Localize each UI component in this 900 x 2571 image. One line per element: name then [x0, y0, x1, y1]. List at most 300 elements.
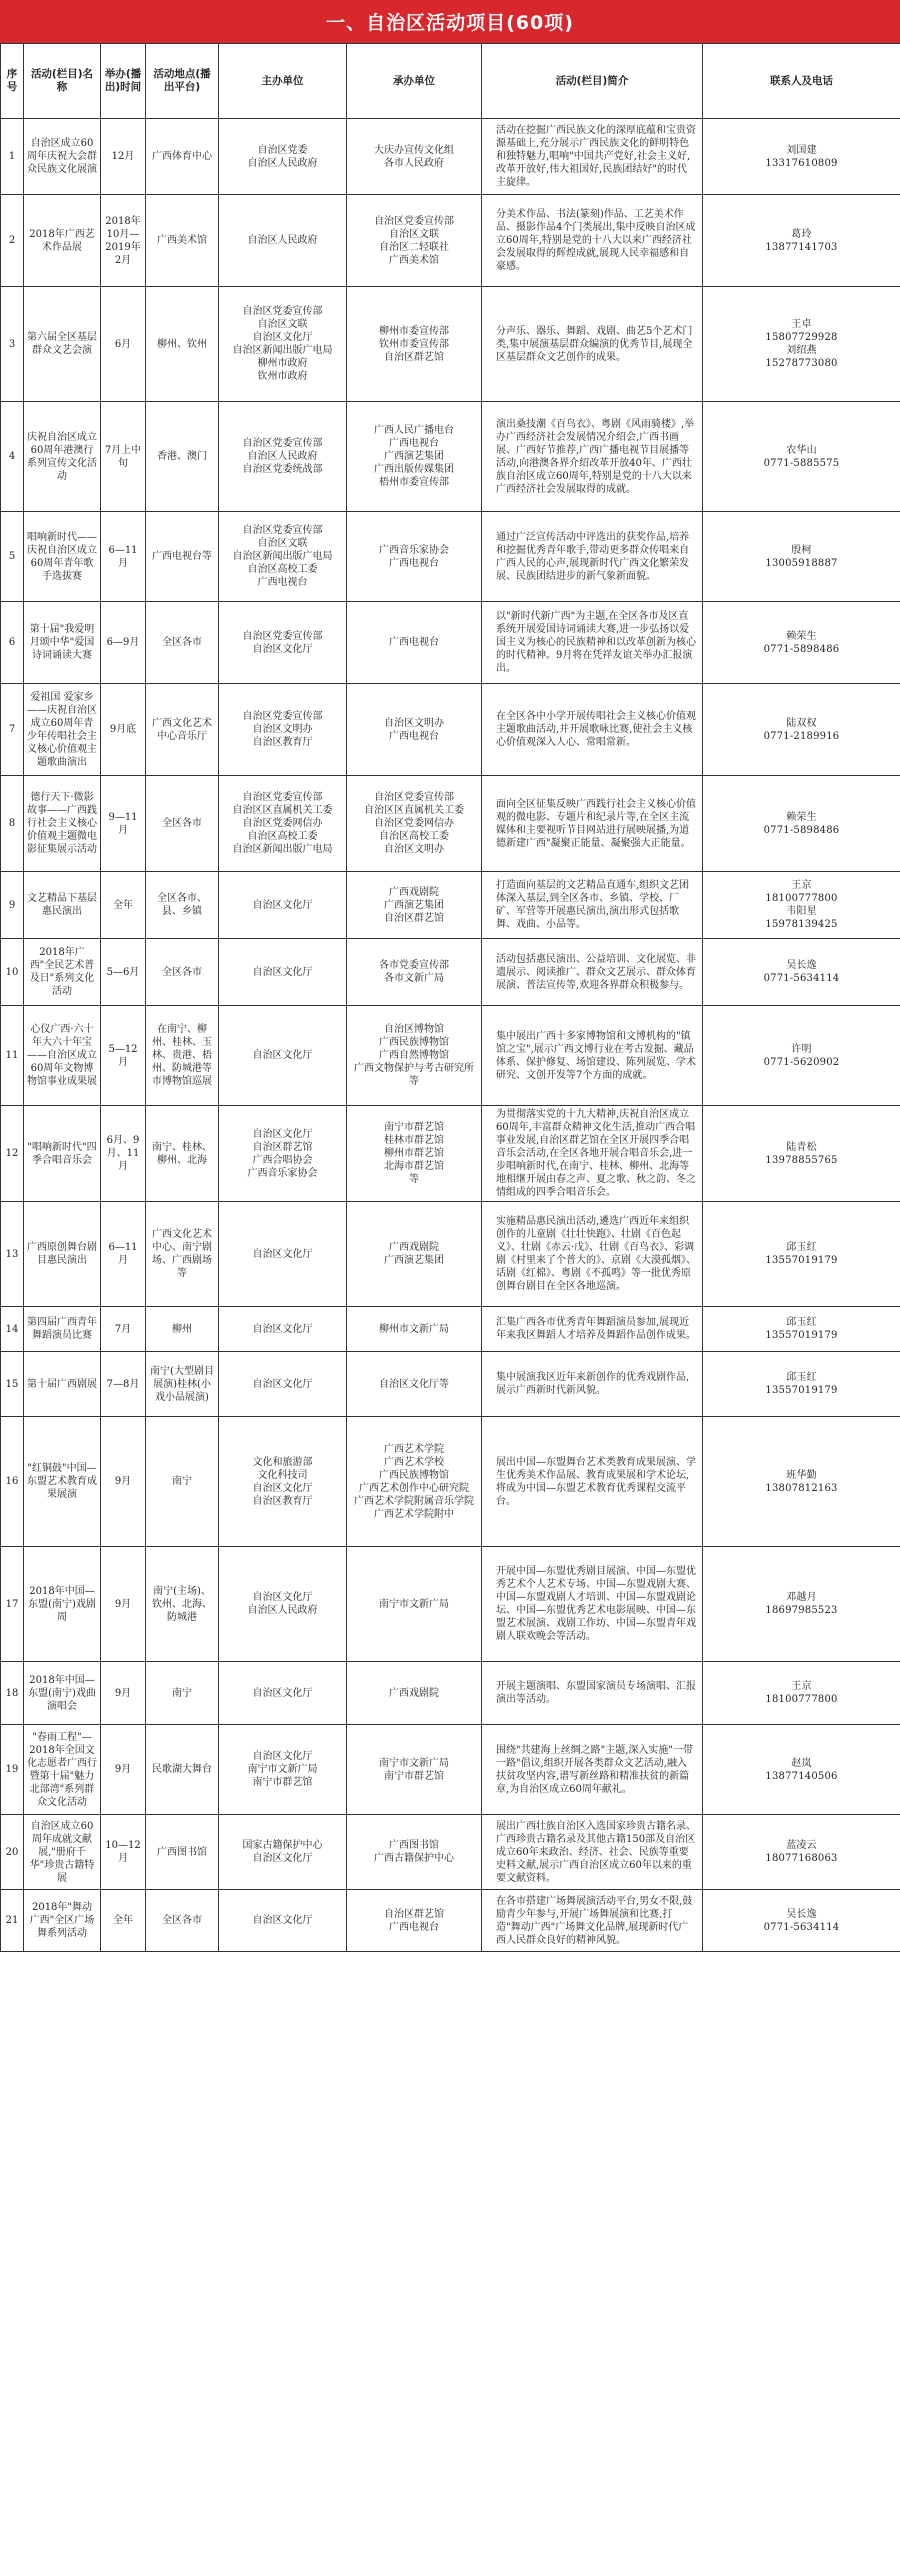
cell-host — [219, 1307, 347, 1352]
table-row — [1, 1106, 900, 1202]
cell-time-text: 9—11月 — [108, 811, 138, 836]
cell-contact-text: 陆双权 0771-2189916 — [763, 717, 840, 742]
cell-organizer — [347, 872, 482, 939]
header-contact: 联系人及电话 — [703, 44, 900, 119]
cell-place — [146, 287, 219, 402]
cell-contact — [703, 602, 900, 684]
cell-seq — [1, 1006, 24, 1106]
cell-intro — [482, 119, 703, 195]
header-organizer: 承办单位 — [347, 44, 482, 119]
cell-contact-text: 吴长逸 0771-5634114 — [763, 1908, 840, 1933]
table-row — [1, 939, 900, 1006]
cell-name-text: 爱祖国 爱家乡——庆祝自治区成立60周年青少年传唱社会主义核心价值观主题歌曲演出 — [27, 691, 97, 768]
cell-host-text: 自治区人民政府 — [247, 235, 318, 246]
cell-intro — [482, 1417, 703, 1547]
cell-organizer-text: 自治区群艺馆 广西电视台 — [384, 1908, 444, 1933]
cell-contact — [703, 684, 900, 776]
cell-intro — [482, 1352, 703, 1417]
table-row — [1, 1352, 900, 1417]
cell-name-text: 德行天下·微影故事——广西践行社会主义核心价值观主题微电影征集展示活动 — [27, 792, 97, 855]
cell-organizer-text: 自治区文明办 广西电视台 — [384, 717, 444, 742]
cell-time-text: 5—12月 — [108, 1043, 138, 1068]
cell-organizer — [347, 1106, 482, 1202]
cell-name — [24, 195, 101, 287]
cell-name — [24, 1352, 101, 1417]
cell-organizer — [347, 939, 482, 1006]
table-row — [1, 402, 900, 512]
cell-host-text: 自治区党委宣传部 自治区文化厅 — [242, 630, 323, 655]
cell-intro-text: 通过广泛宣传活动中评选出的获奖作品,培养和挖掘优秀青年歌手,带动更多群众传唱来自广西人民的心声,展现新时代广西文化繁荣发展、民族团结进步的新气象新面貌。 — [496, 531, 690, 582]
cell-name — [24, 1725, 101, 1815]
cell-seq-text: 9 — [8, 899, 16, 911]
cell-place — [146, 1417, 219, 1547]
cell-seq-text: 17 — [5, 1598, 19, 1610]
cell-name — [24, 1662, 101, 1725]
cell-time — [101, 1547, 146, 1662]
cell-name — [24, 776, 101, 872]
cell-intro — [482, 776, 703, 872]
cell-host — [219, 402, 347, 512]
cell-contact-text: 王卓 15807729928 刘绍燕 15278773080 — [765, 319, 838, 369]
cell-time — [101, 1725, 146, 1815]
cell-contact — [703, 1202, 900, 1307]
cell-intro — [482, 872, 703, 939]
cell-seq — [1, 1106, 24, 1202]
cell-seq — [1, 195, 24, 287]
cell-host — [219, 195, 347, 287]
cell-host — [219, 1417, 347, 1547]
table-row — [1, 1202, 900, 1307]
cell-seq — [1, 402, 24, 512]
cell-name-text: 2018年中国—东盟(南宁)戏曲演唱会 — [28, 1674, 96, 1712]
cell-host-text: 自治区文化厅 — [252, 1378, 313, 1390]
cell-time-text: 9月 — [114, 1598, 132, 1610]
cell-host-text: 自治区党委 自治区人民政府 — [247, 144, 318, 169]
cell-organizer-text: 广西人民广播电台 广西电视台 广西演艺集团 广西出版传媒集团 梧州市委宣传部 — [374, 425, 454, 488]
cell-seq-text: 10 — [5, 966, 19, 978]
cell-organizer — [347, 195, 482, 287]
cell-name-text: 广西原创舞台剧目惠民演出 — [27, 1242, 97, 1266]
cell-place — [146, 1662, 219, 1725]
cell-name — [24, 1417, 101, 1547]
cell-time-text: 6月 — [114, 338, 132, 350]
cell-intro-text: 开展主题演唱、东盟国家演员专场演唱、汇报演出等活动。 — [496, 1681, 696, 1705]
cell-seq — [1, 1417, 24, 1547]
cell-time-text: 5—6月 — [106, 966, 140, 978]
table-row — [1, 1307, 900, 1352]
cell-host-text: 自治区文化厅 — [252, 1323, 313, 1335]
cell-time — [101, 1417, 146, 1547]
cell-host — [219, 602, 347, 684]
cell-place-text: 南宁 — [172, 1476, 192, 1487]
table-row — [1, 1815, 900, 1890]
cell-host-text: 自治区党委宣传部 自治区人民政府 自治区党委统战部 — [242, 438, 323, 475]
cell-time — [101, 1307, 146, 1352]
cell-seq-text: 20 — [5, 1846, 19, 1858]
cell-seq-text: 19 — [5, 1764, 19, 1775]
cell-seq-text: 18 — [5, 1687, 19, 1699]
cell-place — [146, 1307, 219, 1352]
cell-contact-text: 许明 0771-5620902 — [763, 1043, 840, 1068]
cell-organizer-text: 自治区文化厅等 — [379, 1378, 449, 1390]
cell-place-text: 南宁 — [172, 1687, 192, 1699]
cell-name — [24, 1547, 101, 1662]
cell-contact — [703, 776, 900, 872]
cell-host — [219, 1202, 347, 1307]
cell-intro-text: 活动包括惠民演出、公益培训、文化展览、非遗展示、阅读推广、群众文艺展示、群众体育展演、普法宣传等,欢迎各界群众积极参与。 — [496, 953, 696, 991]
cell-seq-text: 5 — [8, 551, 16, 562]
cell-time — [101, 1106, 146, 1202]
cell-organizer-text: 各市党委宣传部 各市文新广局 — [379, 960, 449, 984]
cell-seq — [1, 512, 24, 602]
cell-time — [101, 512, 146, 602]
cell-contact-text: 赖荣生 0771-5898486 — [763, 630, 840, 655]
cell-contact-text: 邓越月 18697985523 — [765, 1592, 838, 1616]
cell-intro-text: 面向全区征集反映广西践行社会主义核心价值观的微电影、专题片和纪录片等,在全区主流媒体和主要视听节目网站进行展映展播,为道德新建广西"凝聚正能量、凝聚强大正能量。 — [496, 798, 696, 849]
cell-contact-text: 赵岚 13877140506 — [765, 1757, 838, 1782]
cell-intro-text: 集中展演我区近年来新创作的优秀戏剧作品,展示广西新时代新风貌。 — [496, 1372, 690, 1396]
cell-contact — [703, 1106, 900, 1202]
cell-name-text: 2018年广西"全民艺术普及日"系列文化活动 — [29, 947, 95, 997]
cell-host — [219, 1815, 347, 1890]
cell-place — [146, 776, 219, 872]
cell-place — [146, 939, 219, 1006]
cell-place-text: 香港、澳门 — [157, 451, 207, 462]
cell-intro-text: 演出桑技潮《百鸟衣》、粤剧《风雨骑楼》,举办广西经济社会发展情况介绍会,广西书画展、广西好节推荐,广西广播电视节目展播等活动,向港澳各界介绍改革开放40年、广西壮族自治区成立60周年,特别是党的十八大以来广西经济社会发展取得的成就。 — [496, 418, 695, 495]
cell-contact-text: 班华勤 13807812163 — [765, 1469, 838, 1494]
table-row — [1, 1547, 900, 1662]
activity-table — [0, 43, 900, 1952]
cell-place-text: 柳州、钦州 — [157, 338, 207, 350]
cell-seq-text: 15 — [5, 1378, 19, 1390]
cell-place-text: 柳州 — [172, 1323, 192, 1335]
cell-time-text: 全年 — [113, 899, 133, 911]
cell-intro-text: 为贯彻落实党的十九大精神,庆祝自治区成立60周年,丰富群众精神文化生活,推动广西合唱事业发展,自治区群艺馆在全区开展四季合唱音乐会活动,在全区各地开展合唱音乐会,进一步唱响新时代,在南宁、桂林、柳州、北海等地相继开展由春之声、夏之歌、秋之韵、冬之情组成的四季合唱音乐会。 — [496, 1109, 696, 1198]
cell-intro — [482, 602, 703, 684]
table-header — [1, 44, 900, 119]
cell-place — [146, 1890, 219, 1952]
cell-place — [146, 1106, 219, 1202]
cell-organizer-text: 南宁市文新广局 南宁市群艺馆 — [379, 1757, 449, 1782]
cell-host — [219, 776, 347, 872]
cell-intro — [482, 402, 703, 512]
table-row — [1, 287, 900, 402]
cell-name — [24, 1815, 101, 1890]
cell-contact — [703, 1307, 900, 1352]
table-row — [1, 512, 900, 602]
cell-host-text: 自治区文化厅 南宁市文新广局 南宁市群艺馆 — [247, 1751, 318, 1788]
cell-name-text: 自治区成立60周年庆祝大会群众民族文化展演 — [27, 138, 97, 175]
cell-name — [24, 1202, 101, 1307]
cell-seq-text: 7 — [8, 724, 16, 735]
cell-time-text: 7—8月 — [106, 1378, 140, 1390]
cell-place-text: 在南宁、柳州、桂林、玉林、贵港、梧州、防城港等市博物馆巡展 — [152, 1024, 212, 1087]
cell-contact — [703, 1352, 900, 1417]
cell-organizer — [347, 1547, 482, 1662]
cell-organizer — [347, 1307, 482, 1352]
cell-intro — [482, 1202, 703, 1307]
cell-contact-text: 农华山 0771-5885575 — [763, 444, 840, 469]
cell-host-text: 文化和旅游部 文化科技司 自治区文化厅 自治区教育厅 — [252, 1456, 313, 1507]
cell-intro — [482, 195, 703, 287]
cell-host — [219, 939, 347, 1006]
cell-time-text: 9月 — [114, 1476, 132, 1487]
cell-name-text: 第四届广西青年舞蹈演员比赛 — [27, 1317, 97, 1341]
cell-intro-text: 分美术作品、书法(篆刻)作品、工艺美术作品、摄影作品4个门类展出,集中反映自治区成立60周年,特别是党的十八大以来广西经济社会发展取得的辉煌成就,展现人民幸福感和自豪感。 — [496, 209, 696, 272]
cell-name — [24, 287, 101, 402]
cell-place-text: 广西体育中心 — [152, 151, 212, 162]
cell-organizer — [347, 776, 482, 872]
cell-intro — [482, 512, 703, 602]
cell-intro-text: 打造面向基层的文艺精品直通车,组织文艺团体深入基层,到全区各市、乡镇、学校、厂矿、军营等开展惠民演出,演出形式包括歌舞、戏曲、小品等。 — [496, 880, 690, 930]
cell-place-text: 南宁(大型剧目展演)桂林(小戏小品展演) — [150, 1365, 214, 1403]
cell-organizer — [347, 402, 482, 512]
cell-organizer-text: 广西电视台 — [389, 637, 439, 648]
table-row — [1, 872, 900, 939]
cell-time — [101, 195, 146, 287]
cell-organizer-text: 广西戏剧院 广西演艺集团 自治区群艺馆 — [384, 886, 444, 924]
cell-time — [101, 287, 146, 402]
table-row — [1, 602, 900, 684]
cell-time-text: 10—12月 — [105, 1840, 141, 1864]
cell-name-text: 2018年中国—东盟(南宁)戏剧周 — [28, 1585, 96, 1623]
cell-contact — [703, 1725, 900, 1815]
cell-intro-text: 分声乐、器乐、舞蹈、戏剧、曲艺5个艺术门类,集中展演基层群众编演的优秀节目,展现全区基层群众文艺创作的成果。 — [496, 325, 693, 363]
cell-name — [24, 402, 101, 512]
cell-contact — [703, 1417, 900, 1547]
cell-place — [146, 602, 219, 684]
cell-organizer — [347, 512, 482, 602]
cell-organizer-text: 自治区党委宣传部 自治区区直属机关工委 自治区党委网信办 自治区高校工委 自治区文明办 — [364, 792, 464, 855]
cell-seq-text: 2 — [8, 235, 16, 246]
cell-place-text: 全区各市 — [162, 637, 202, 648]
cell-name-text: "红铜鼓"中国—东盟艺术教育成果展演 — [27, 1463, 97, 1500]
section-title: 一、自治区活动项目(60项) — [0, 0, 900, 43]
cell-place-text: 广西文化艺术中心、南宁剧场、广西剧场等 — [152, 1229, 212, 1279]
cell-time — [101, 1662, 146, 1725]
cell-name-text: 第十届"我爱明月颂中华"爱国诗词诵读大赛 — [29, 624, 95, 661]
cell-seq — [1, 1815, 24, 1890]
cell-host — [219, 1725, 347, 1815]
cell-time-text: 6月、9月、11月 — [106, 1135, 140, 1172]
cell-organizer-text: 自治区党委宣传部 自治区文联 自治区二轻联社 广西美术馆 — [374, 215, 454, 266]
cell-organizer — [347, 1202, 482, 1307]
cell-seq-text: 12 — [5, 1148, 19, 1159]
cell-host — [219, 684, 347, 776]
cell-intro — [482, 1662, 703, 1725]
cell-seq — [1, 119, 24, 195]
cell-host-text: 自治区文化厅 — [252, 1687, 313, 1699]
header-place: 活动地点(播出平台) — [146, 44, 219, 119]
cell-host — [219, 1352, 347, 1417]
cell-host — [219, 1662, 347, 1725]
cell-contact-text: 吴长逸 0771-5634114 — [763, 960, 840, 984]
cell-seq-text: 4 — [8, 451, 16, 462]
cell-place-text: 南宁(主场)、钦州、北海、防城港 — [152, 1585, 212, 1623]
cell-host-text: 自治区文化厅 — [252, 899, 313, 911]
cell-time-text: 6—11月 — [108, 544, 138, 569]
cell-seq-text: 8 — [8, 818, 16, 829]
cell-organizer-text: 柳州市委宣传部 钦州市委宣传部 自治区群艺馆 — [379, 325, 449, 363]
cell-time-text: 全年 — [113, 1915, 133, 1926]
cell-seq — [1, 1890, 24, 1952]
cell-contact-text: 刘国建 13317610809 — [765, 144, 838, 169]
cell-contact-text: 邱玉红 13557019179 — [765, 1372, 838, 1396]
cell-host-text: 自治区党委宣传部 自治区文明办 自治区教育厅 — [242, 711, 323, 748]
cell-name-text: 自治区成立60周年成就文献展,"册府千华"珍贵古籍特展 — [29, 1820, 95, 1884]
cell-place — [146, 1547, 219, 1662]
cell-name — [24, 1307, 101, 1352]
cell-place-text: 广西文化艺术中心音乐厅 — [152, 717, 212, 742]
cell-contact — [703, 1547, 900, 1662]
cell-name — [24, 1006, 101, 1106]
cell-time-text: 9月底 — [109, 724, 137, 735]
cell-time — [101, 684, 146, 776]
cell-seq — [1, 776, 24, 872]
cell-contact — [703, 287, 900, 402]
cell-seq-text: 16 — [5, 1476, 19, 1487]
cell-time — [101, 602, 146, 684]
cell-contact-text: 王京 18100777800 — [765, 1681, 838, 1705]
cell-intro — [482, 1547, 703, 1662]
cell-intro — [482, 1106, 703, 1202]
cell-organizer — [347, 1352, 482, 1417]
cell-organizer — [347, 1725, 482, 1815]
header-row — [1, 44, 900, 119]
cell-organizer-text: 广西图书馆 广西古籍保护中心 — [374, 1840, 454, 1864]
cell-host-text: 自治区党委宣传部 自治区文联 自治区文化厅 自治区新闻出版广电局 柳州市政府 钦州市政府 — [232, 306, 333, 382]
cell-time — [101, 1006, 146, 1106]
cell-place-text: 全区各市、县、乡镇 — [157, 893, 207, 917]
cell-seq — [1, 1352, 24, 1417]
cell-intro-text: 集中展出广西十多家博物馆和文博机构的"镇馆之宝",展示广西文博行业在考古发掘、藏品体系、保护修复、场馆建设、陈列展览、学术研究、文创开发等7个方面的成就。 — [496, 1030, 696, 1081]
cell-name — [24, 684, 101, 776]
header-time: 举办(播出)时间 — [101, 44, 146, 119]
cell-seq — [1, 602, 24, 684]
cell-contact — [703, 1662, 900, 1725]
cell-host — [219, 872, 347, 939]
cell-place-text: 广西电视台等 — [152, 551, 212, 562]
cell-contact-text: 蓝凌云 18077168063 — [765, 1840, 838, 1864]
cell-contact — [703, 402, 900, 512]
cell-place-text: 民歌湖大舞台 — [152, 1764, 212, 1775]
table-row — [1, 1890, 900, 1952]
cell-intro — [482, 1006, 703, 1106]
cell-seq-text: 21 — [5, 1915, 19, 1926]
cell-name-text: 2018年"舞动广西"全区广场舞系列活动 — [29, 1902, 95, 1939]
cell-place-text: 广西图书馆 — [157, 1846, 207, 1858]
cell-name-text: 2018年广西艺术作品展 — [29, 228, 95, 253]
cell-time-text: 9月 — [114, 1687, 132, 1699]
table-row — [1, 1725, 900, 1815]
cell-organizer-text: 广西艺术学院 广西艺术学校 广西民族博物馆 广西艺术创作中心研究院 广西艺术学院附属音乐学院 广西艺术学院附中 — [354, 1443, 474, 1520]
header-name: 活动(栏目)名称 — [24, 44, 101, 119]
cell-seq — [1, 1547, 24, 1662]
cell-intro — [482, 684, 703, 776]
cell-time — [101, 1352, 146, 1417]
cell-name-text: 文艺精品下基层惠民演出 — [27, 893, 97, 917]
cell-contact-text: 邱玉红 13557019179 — [765, 1242, 838, 1266]
cell-host-text: 自治区文化厅 — [252, 1915, 313, 1926]
table-row — [1, 195, 900, 287]
cell-organizer — [347, 119, 482, 195]
cell-seq-text: 1 — [8, 151, 16, 162]
cell-intro-text: 展出广西壮族自治区入选国家珍贵古籍名录、广西珍贵古籍名录及其他古籍150部及自治区成立60年来政治、经济、社会、民族等重要史料文献,展示广西自治区成立60年以来的重要文献资料。 — [496, 1820, 696, 1884]
cell-time-text: 6—11月 — [108, 1242, 138, 1266]
cell-time-text: 6—9月 — [106, 637, 140, 648]
cell-organizer — [347, 602, 482, 684]
cell-contact — [703, 119, 900, 195]
cell-intro — [482, 1890, 703, 1952]
cell-place — [146, 1006, 219, 1106]
cell-contact-text: 葛玲 13877141703 — [765, 228, 838, 253]
cell-intro-text: 活动在挖掘广西民族文化的深厚底蕴和宝贵资源基础上,充分展示广西民族文化的鲜明特色和独特魅力,唱响"中国共产党好,社会主义好,改革开放好,伟大祖国好,民族团结好"的时代主旋律。 — [496, 125, 696, 188]
cell-place-text: 全区各市 — [162, 966, 202, 978]
cell-host-text: 自治区文化厅 — [252, 1050, 313, 1061]
table-row — [1, 1417, 900, 1547]
cell-seq — [1, 684, 24, 776]
cell-place — [146, 1352, 219, 1417]
table-row — [1, 1662, 900, 1725]
header-host: 主办单位 — [219, 44, 347, 119]
cell-organizer-text: 柳州市文新广局 — [379, 1323, 449, 1335]
cell-seq-text: 13 — [5, 1248, 19, 1260]
cell-place — [146, 1725, 219, 1815]
cell-host — [219, 1006, 347, 1106]
cell-contact — [703, 1815, 900, 1890]
header-intro: 活动(栏目)简介 — [482, 44, 703, 119]
cell-organizer-text: 南宁市文新广局 — [379, 1598, 449, 1610]
cell-place — [146, 512, 219, 602]
cell-organizer-text: 广西戏剧院 广西演艺集团 — [384, 1242, 444, 1266]
cell-name — [24, 119, 101, 195]
table-row — [1, 1006, 900, 1106]
cell-name — [24, 512, 101, 602]
cell-organizer-text: 南宁市群艺馆 桂林市群艺馆 柳州市群艺馆 北海市群艺馆 等 — [384, 1122, 444, 1185]
cell-host-text: 自治区党委宣传部 自治区文联 自治区新闻出版广电局 自治区高校工委 广西电视台 — [232, 525, 333, 588]
cell-seq-text: 3 — [8, 338, 16, 350]
cell-organizer — [347, 1417, 482, 1547]
cell-name — [24, 939, 101, 1006]
cell-contact — [703, 1006, 900, 1106]
cell-place — [146, 872, 219, 939]
cell-organizer — [347, 1890, 482, 1952]
cell-place-text: 南宁、桂林、柳州、北海 — [152, 1141, 212, 1166]
cell-intro — [482, 939, 703, 1006]
cell-time — [101, 119, 146, 195]
cell-time-text: 2018年10月—2019年2月 — [105, 215, 141, 266]
cell-time — [101, 1815, 146, 1890]
cell-intro-text: 实施精品惠民演出活动,遴选广西近年来组织创作的儿童剧《壮壮快跑》、壮剧《百色起义》、壮剧《赤云·戊》、壮剧《百鸟衣》、彩调剧《村里来了个普大的》、京剧《大漠孤烟》、话剧《红棉》、粤剧《不孤鸣》等一批优秀原创舞台剧目在全区各地巡演。 — [496, 1216, 696, 1292]
cell-place — [146, 402, 219, 512]
cell-name-text: 第十届广西剧展 — [27, 1378, 97, 1390]
cell-intro-text: 在全区各中小学开展传唱社会主义核心价值观主题歌曲活动,并开展歌咏比赛,使社会主义核心价值观深入人心、常唱常新。 — [496, 711, 696, 748]
cell-seq — [1, 939, 24, 1006]
cell-intro-text: 开展中国—东盟优秀剧目展演、中国—东盟优秀艺术个人艺术专场、中国—东盟戏剧大赛、中国—东盟戏剧人才培训、中国—东盟戏剧论坛、中国—东盟优秀艺术电影展映、中国—东盟艺术展演、戏剧工作坊、中国—东盟青年戏剧人联欢晚会等活动。 — [496, 1566, 696, 1642]
cell-time-text: 7月 — [114, 1323, 132, 1335]
cell-host — [219, 287, 347, 402]
cell-organizer — [347, 287, 482, 402]
cell-time — [101, 1202, 146, 1307]
table-body — [1, 119, 900, 1952]
cell-seq — [1, 1307, 24, 1352]
cell-contact — [703, 1890, 900, 1952]
cell-name — [24, 872, 101, 939]
cell-organizer-text: 自治区博物馆 广西民族博物馆 广西自然博物馆 广西文物保护与考古研究所等 — [354, 1024, 474, 1087]
cell-host — [219, 1106, 347, 1202]
cell-host-text: 自治区文化厅 — [252, 1248, 313, 1260]
cell-host-text: 自治区文化厅 自治区群艺馆 广西合唱协会 广西音乐家协会 — [247, 1128, 318, 1179]
